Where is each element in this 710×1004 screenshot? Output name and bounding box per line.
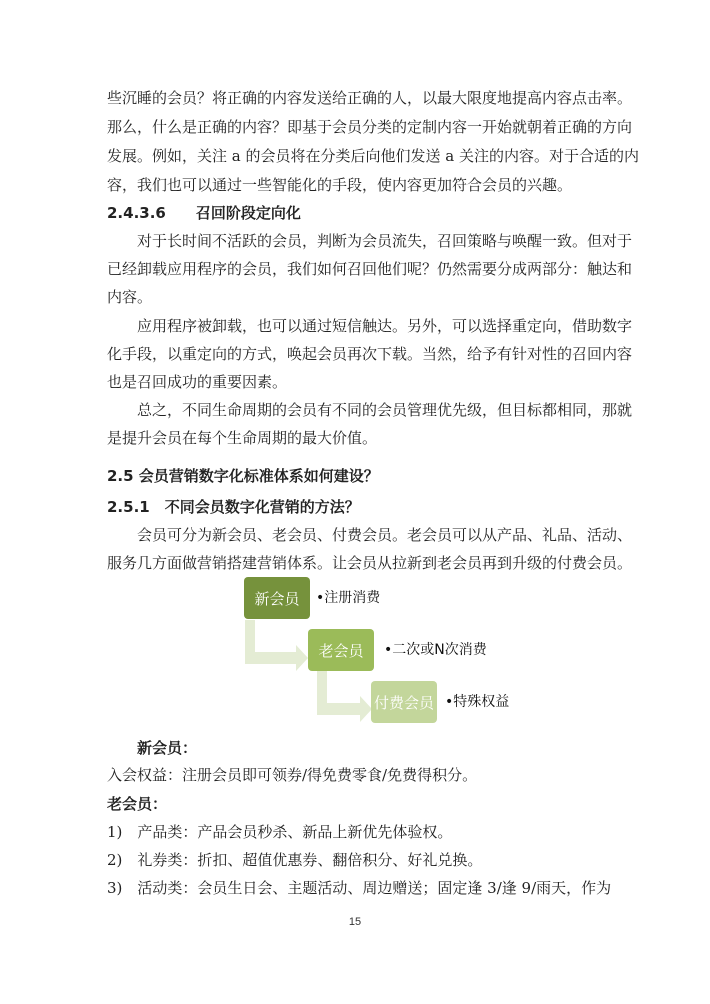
para1-line-1: 些沉睡的会员？将正确的内容发送给正确的人，以最大限度地提高内容点击率。 xyxy=(107,89,633,107)
para3-line-2: 化手段，以重定向的方式，唤起会员再次下载。当然，给予有针对性的召回内容 xyxy=(107,345,633,363)
para3-line-1: 应用程序被卸载，也可以通过短信触达。另外，可以选择重定向，借助数字 xyxy=(137,317,633,335)
para2-line-1: 对于长时间不活跃的会员，判断为会员流失，召回策略与唤醒一致。但对于 xyxy=(137,232,633,250)
arrow-new-to-old xyxy=(245,620,308,671)
section-heading-2-4-3-6: 2.4.3.6 召回阶段定向化 xyxy=(107,204,301,222)
paid-member-box xyxy=(371,681,437,723)
para1-line-2: 那么，什么是正确的内容？即基于会员分类的定制内容一开始就朝着正确的方向 xyxy=(107,118,633,136)
page-number: 15 xyxy=(348,916,362,928)
para3-line-3: 也是召回成功的重要因素。 xyxy=(107,373,288,391)
list-item-2: 2) 礼券类：折扣、超值优惠券、翻倍积分、好礼兑换。 xyxy=(107,851,483,869)
paid-member-box-label: 付费会员 xyxy=(373,693,434,712)
old-member-desc: •二次或N次消费 xyxy=(384,642,487,658)
para1-line-3: 发展。例如，关注 a 的会员将在分类后向他们发送 a 关注的内容。对于合适的内 xyxy=(107,147,639,165)
old-member-box xyxy=(308,629,374,671)
section-heading-2-5: 2.5 会员营销数字化标准体系如何建设？ xyxy=(107,467,379,485)
section-heading-2-5-1: 2.5.1 不同会员数字化营销的方法？ xyxy=(107,498,360,516)
para2-line-3: 内容。 xyxy=(107,288,153,306)
list-item-3: 3) 活动类：会员生日会、主题活动、周边赠送；固定逢 3/逢 9/雨天，作为 xyxy=(107,879,612,897)
arrow-old-to-paid xyxy=(317,671,372,722)
para2-line-2: 已经卸载应用程序的会员，我们如何召回他们呢？仍然需要分成两部分：触达和 xyxy=(107,260,633,278)
new-member-box xyxy=(244,577,310,619)
new-member-title: 新会员： xyxy=(137,739,198,757)
para1-line-4: 容，我们也可以通过一些智能化的手段，使内容更加符合会员的兴趣。 xyxy=(107,176,573,194)
para4-line-1: 总之，不同生命周期的会员有不同的会员管理优先级，但目标都相同，那就 xyxy=(137,401,633,419)
para5-line-2: 服务几方面做营销搭建营销体系。让会员从拉新到老会员再到升级的付费会员。 xyxy=(107,554,633,572)
new-member-box-label: 新会员 xyxy=(254,589,300,608)
new-member-text: 入会权益：注册会员即可领券/得免费零食/免费得积分。 xyxy=(107,766,478,784)
para4-line-2: 是提升会员在每个生命周期的最大价值。 xyxy=(107,429,378,447)
list-item-1: 1) 产品类：产品会员秒杀、新品上新优先体验权。 xyxy=(107,823,453,841)
new-member-desc: •注册消费 xyxy=(316,590,381,606)
old-member-title: 老会员： xyxy=(107,795,168,813)
paid-member-desc: •特殊权益 xyxy=(445,694,510,710)
old-member-box-label: 老会员 xyxy=(318,641,364,660)
para5-line-1: 会员可分为新会员、老会员、付费会员。老会员可以从产品、礼品、活动、 xyxy=(137,526,633,544)
